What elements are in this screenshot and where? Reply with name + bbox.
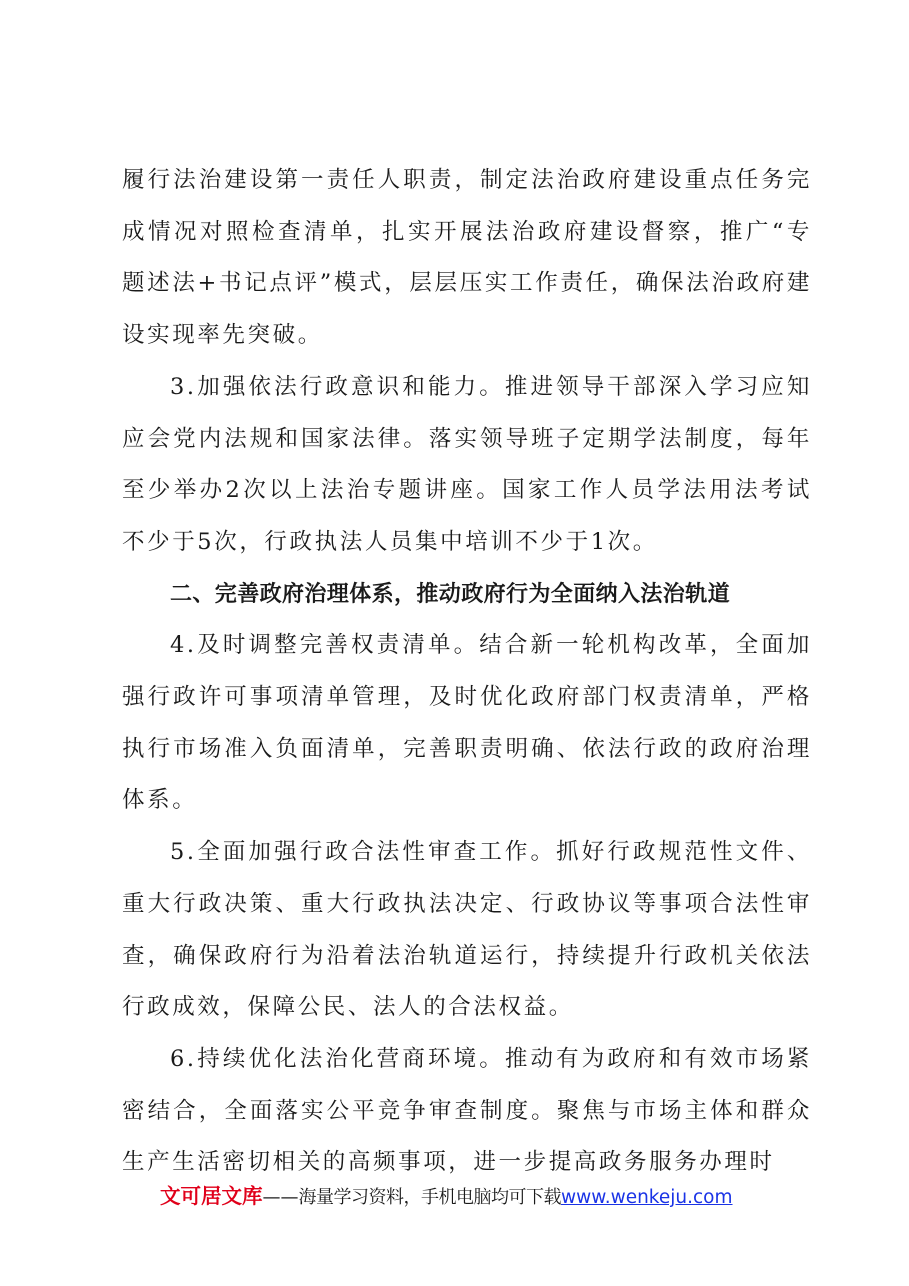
footer-dash: ——: [262, 1187, 299, 1208]
section-heading-2: 二、完善政府治理体系，推动政府行为全面纳入法治轨道: [170, 581, 731, 607]
footer-brand: 文可居文库: [160, 1184, 263, 1208]
paragraph-item-4: 4.及时调整完善权责清单。结合新一轮机构改革，全面加强行政许可事项清单管理，及时优化政府部门权责清单，严格执行市场准入负面清单，完善职责明确、依法行政的政府治理体系。: [122, 632, 812, 814]
paragraph-item-6: 6.持续优化法治化营商环境。推动有为政府和有效市场紧密结合，全面落实公平竞争审查制度。聚焦与市场主体和群众生产生活密切相关的高频事项，进一步提高政务服务办理时: [122, 1045, 812, 1176]
document-body: [122, 155, 812, 1189]
footer-watermark: [160, 1181, 840, 1213]
footer-tagline: 海量学习资料，手机电脑均可下载: [298, 1187, 561, 1208]
paragraph-item-5: 5.全面加强行政合法性审查工作。抓好行政规范性文件、重大行政决策、重大行政执法决定、行政协议等事项合法性审查，确保政府行为沿着法治轨道运行，持续提升行政机关依法行政成效，保障公民、法人的合法权益。: [122, 839, 812, 1021]
paragraph-item-3: 3.加强依法行政意识和能力。推进领导干部深入学习应知应会党内法规和国家法律。落实领导班子定期学法制度，每年至少举办2次以上法治专题讲座。国家工作人员学法用法考试不少于5次，行政执法人员集中培训不少于1次。: [122, 373, 812, 555]
footer-url-link[interactable]: www.wenkeju.com: [561, 1187, 733, 1208]
paragraph-continuation: 履行法治建设第一责任人职责，制定法治政府建设重点任务完成情况对照检查清单，扎实开展法治政府建设督察，推广“专题述法+书记点评”模式，层层压实工作责任，确保法治政府建设实现率先突破。: [122, 167, 812, 349]
